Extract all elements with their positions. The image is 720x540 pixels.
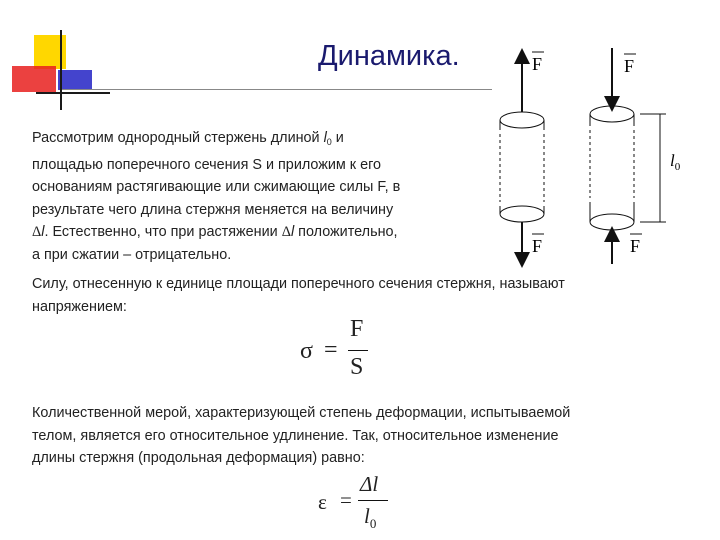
length-variable: l — [323, 130, 327, 146]
paragraph-strain — [32, 402, 702, 470]
force-label-top-right: F — [624, 56, 635, 76]
numerator-delta-l: Δl — [360, 472, 379, 496]
intro-text-1a: Рассмотрим однородный стержень длиной — [32, 130, 324, 146]
title-underline — [62, 89, 492, 90]
sigma-symbol: σ — [300, 338, 313, 364]
delta-l-variable: l — [41, 224, 45, 240]
fraction-bar-2 — [358, 500, 388, 501]
deco-vertical-line — [60, 30, 62, 110]
paragraph-stress — [32, 273, 692, 318]
length-subscript: 0 — [326, 137, 332, 147]
numerator-f: F — [350, 316, 364, 342]
delta-symbol-2: Δ — [281, 224, 291, 240]
left-rod — [500, 56, 544, 260]
denominator-s: S — [350, 354, 364, 380]
deco-red-square — [12, 66, 56, 92]
intro-line-5 — [32, 221, 472, 244]
force-label-top-left: F — [532, 54, 543, 74]
delta-l-variable-2: l — [290, 224, 295, 240]
length-label: $l_0$ — [670, 151, 681, 173]
denominator-subscript: 0 — [369, 516, 377, 531]
delta-symbol: Δ — [32, 224, 42, 240]
rod-figure — [480, 38, 700, 268]
equals-sign-2: = — [340, 488, 352, 512]
denominator-l: l — [364, 504, 370, 528]
equals-sign-1: = — [324, 337, 338, 363]
stress-formula — [300, 316, 380, 386]
fraction-bar-1 — [348, 350, 368, 351]
length-dimension — [640, 114, 666, 222]
deco-horizontal-line — [36, 92, 110, 94]
paragraph-intro — [32, 127, 472, 266]
stress-line-1: Силу, отнесенную к единице площади поперечного сечения стержня, называют — [32, 276, 565, 292]
denominator-l0 — [364, 504, 376, 532]
intro-line-6: а при сжатии – отрицательно. — [32, 246, 232, 263]
right-rod — [590, 48, 634, 264]
intro-text-5a: . Естественно, что при растяжении — [44, 224, 282, 240]
intro-text-5b: положительно, — [294, 224, 398, 240]
strain-line-3: длины стержня (продольная деформация) равно: — [32, 450, 365, 466]
intro-text-1b: и — [331, 130, 344, 146]
slide-title: Динамика. — [318, 40, 460, 72]
intro-line-2: площадью поперечного сечения S и приложим к его — [32, 156, 382, 173]
intro-line-1 — [32, 127, 472, 154]
corner-decoration — [0, 0, 110, 110]
strain-formula — [318, 472, 398, 538]
force-label-bottom-right: F — [630, 236, 641, 256]
strain-line-2: телом, является его относительное удлинение. Так, относительное изменение — [32, 427, 559, 444]
stress-line-2: напряжением: — [32, 298, 127, 315]
strain-line-1: Количественной мерой, характеризующей степень деформации, испытываемой — [32, 405, 571, 421]
force-label-bottom-left: F — [532, 236, 543, 256]
intro-line-4: результате чего длина стержня меняется на величину — [32, 201, 394, 218]
intro-line-3: основаниям растягивающие или сжимающие силы F, в — [32, 179, 401, 195]
epsilon-symbol: ε — [318, 490, 327, 514]
deco-blue-square — [58, 70, 92, 90]
